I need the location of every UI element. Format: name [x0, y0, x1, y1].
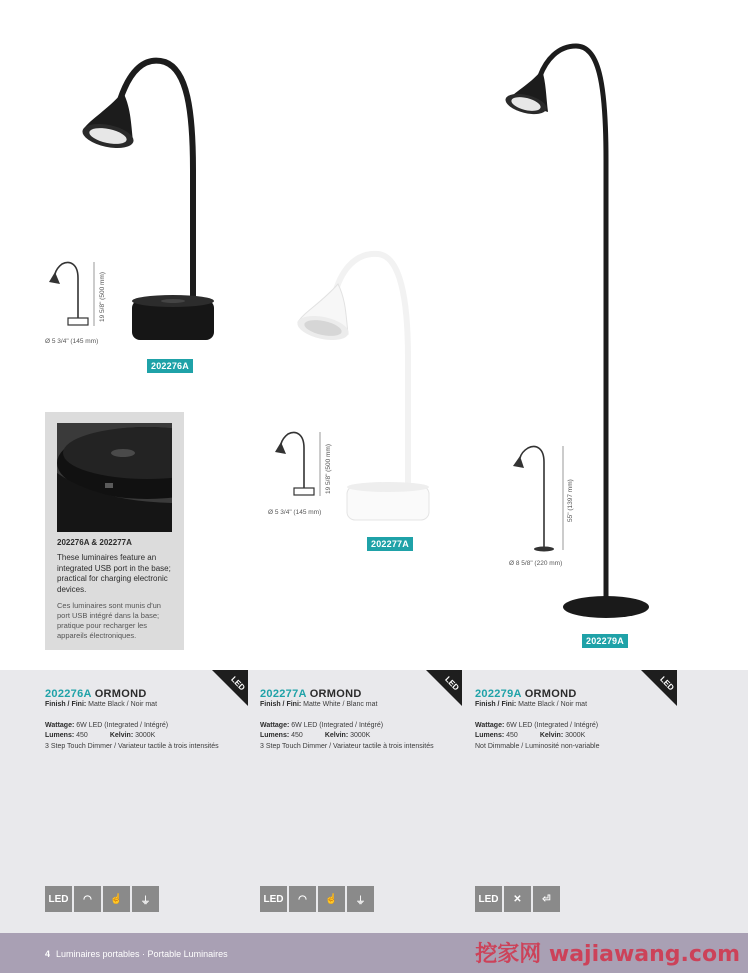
spec-202279A	[475, 688, 685, 752]
height-dimension-202276A: 19 5/8" (500 mm)	[99, 272, 106, 322]
feature-icons-202279A	[475, 886, 560, 912]
led-badge-202276A: LED	[212, 670, 248, 706]
lumens-line: Lumens: 450 Kelvin: 3000K	[45, 732, 156, 739]
spec-202277A	[260, 688, 470, 752]
spec-title: 202276A ORMOND	[45, 688, 147, 700]
wattage-line: Wattage: 6W LED (Integrated / Intégré)	[260, 721, 384, 729]
touch-icon: ☝	[318, 886, 345, 912]
wattage-line: Wattage: 6W LED (Integrated / Intégré)	[45, 721, 169, 729]
dimmer-line: 3 Step Touch Dimmer / Variateur tactile à trois intensités	[45, 742, 219, 750]
dimmer-line: 3 Step Touch Dimmer / Variateur tactile à trois intensités	[260, 742, 434, 750]
lumens-line: Lumens: 450 Kelvin: 3000K	[260, 732, 371, 739]
not-dimmable-icon: ✕	[504, 886, 531, 912]
spec-band	[0, 670, 748, 933]
dimension-drawing-202276A	[46, 258, 101, 330]
page-number: 4	[45, 949, 51, 959]
usb-icon: ⏚	[347, 886, 374, 912]
wattage-line: Wattage: 6W LED (Integrated / Intégré)	[475, 721, 599, 729]
product-tag-202277A: 202277A	[367, 537, 413, 551]
led-badge-202279A: LED	[641, 670, 677, 706]
height-dimension-202279A: 55" (1397 mm)	[567, 479, 574, 522]
product-tag-202276A: 202276A	[147, 359, 193, 373]
led-icon: LED	[260, 886, 287, 912]
watermark: 挖家网 wajiawang.com	[475, 942, 740, 967]
base-dimension-202277A: Ø 5 3/4" (145 mm)	[268, 509, 322, 516]
dimension-drawing-202277A	[272, 428, 327, 500]
dimmer-line: Not Dimmable / Luminosité non-variable	[475, 742, 600, 750]
finish-line: Finish / Fini: Matte Black / Noir mat	[475, 701, 588, 708]
led-badge-202277A: LED	[426, 670, 462, 706]
base-dimension-202276A: Ø 5 3/4" (145 mm)	[45, 338, 99, 345]
page-footer	[0, 933, 748, 973]
led-icon: LED	[45, 886, 72, 912]
base-dimension-202279A: Ø 8 5/8" (220 mm)	[509, 560, 563, 567]
finish-line: Finish / Fini: Matte White / Blanc mat	[260, 701, 378, 708]
card-text-en: These luminaires feature an integrated USB port in the base; practical for charging electronic devices.	[57, 553, 171, 594]
footer-text: 4 Luminaires portables · Portable Luminaires	[45, 949, 228, 959]
dimmable-icon: ◠	[74, 886, 101, 912]
height-dimension-202277A: 19 5/8" (500 mm)	[325, 444, 332, 494]
dimension-drawing-202279A	[508, 442, 568, 554]
feature-icons-202276A	[45, 886, 159, 912]
led-icon: LED	[475, 886, 502, 912]
touch-icon: ☝	[103, 886, 130, 912]
foot-switch-icon: ⏎	[533, 886, 560, 912]
spec-202276A	[45, 688, 255, 752]
lumens-line: Lumens: 450 Kelvin: 3000K	[475, 732, 586, 739]
feature-icons-202277A	[260, 886, 374, 912]
finish-line: Finish / Fini: Matte Black / Noir mat	[45, 701, 158, 708]
spec-title: 202277A ORMOND	[260, 688, 362, 700]
spec-title: 202279A ORMOND	[475, 688, 577, 700]
usb-port-closeup-image	[57, 423, 172, 532]
usb-icon: ⏚	[132, 886, 159, 912]
dimmable-icon: ◠	[289, 886, 316, 912]
card-text-fr: Ces luminaires sont munis d'un port USB intégré dans la base; pratique pour recharger les appareils électroniques.	[57, 601, 161, 640]
card-title: 202276A & 202277A	[57, 538, 132, 547]
usb-feature-card	[45, 412, 184, 650]
product-tag-202279A: 202279A	[582, 634, 628, 648]
